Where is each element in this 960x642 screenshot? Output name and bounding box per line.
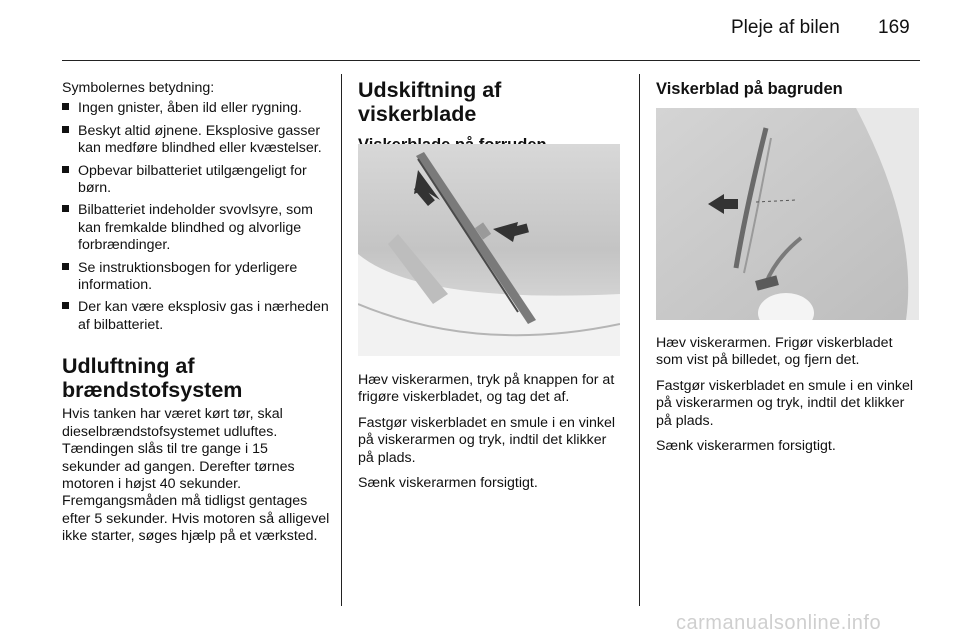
bullet-icon (62, 263, 69, 270)
page-number: 169 (878, 17, 910, 38)
list-item: Bilbatteriet indeholder svovlsyre, som kan fremkalde blindhed og alvorlige forbrændinger. (62, 202, 330, 254)
front-wiper-step-2: Fastgør viskerbladet en smule i en vinkel på viskerarmen og tryk, indtil det klikker på plads. (358, 414, 616, 466)
front-wiper-step-3: Sænk viskerarmen forsigtigt. (358, 475, 538, 492)
section-heading-wiper-replacement: Udskiftning af viskerblade (358, 78, 502, 126)
page-header-title: Pleje af bilen (731, 17, 840, 38)
bullet-icon (62, 166, 69, 173)
bullet-icon (62, 126, 69, 133)
right-column (656, 80, 920, 99)
fuel-venting-body: Hvis tanken har været kørt tør, skal dieselbrændstofsystemet udluftes. Tændingen slås til tre gange i 15 sekunder ad gangen. Derefter tørnes motoren i højst 40 sekunder. Fremgangsmåden må tidligst gentages efter 5 sekunder. Hvis motoren så alligevel ikke starter, søges hjælp på et værksted. (62, 406, 330, 545)
subheading-rear-wiper: Viskerblad på bagruden (656, 80, 843, 98)
left-column (62, 80, 330, 554)
bullet-icon (62, 205, 69, 212)
front-wiper-illustration (358, 144, 620, 356)
middle-column-text (358, 372, 624, 500)
rear-wiper-step-3: Sænk viskerarmen forsigtigt. (656, 438, 836, 455)
list-item: Opbevar bilbatteriet utilgængeligt for børn. (62, 163, 330, 198)
rear-wiper-illustration (656, 108, 919, 320)
column-divider-1 (341, 74, 342, 606)
watermark: carmanualsonline.info (676, 612, 882, 634)
column-divider-2 (639, 74, 640, 606)
list-item: Ingen gnister, åben ild eller rygning. (62, 100, 330, 117)
symbols-list (62, 100, 330, 334)
bullet-icon (62, 302, 69, 309)
symbols-intro: Symbolernes betydning: (62, 80, 215, 96)
list-item: Beskyt altid øjnene. Eksplosive gasser kan medføre blindhed eller kvæstelser. (62, 123, 330, 158)
bullet-icon (62, 103, 69, 110)
front-wiper-step-1: Hæv viskerarmen, tryk på knappen for at frigøre viskerbladet, og tag det af. (358, 372, 615, 406)
header-rule (62, 60, 920, 61)
right-column-text (656, 335, 920, 463)
rear-wiper-step-2: Fastgør viskerbladet en smule i en vinkel på viskerarmen og tryk, indtil det klikker på plads. (656, 377, 914, 429)
rear-wiper-step-1: Hæv viskerarmen. Frigør viskerbladet som vist på billedet, og fjern det. (656, 335, 893, 369)
list-item: Se instruktionsbogen for yderligere information. (62, 260, 330, 295)
list-item: Der kan være eksplosiv gas i nærheden af bilbatteriet. (62, 299, 330, 334)
section-heading-fuel-venting: Udluftning af brændstofsystem (62, 354, 243, 403)
